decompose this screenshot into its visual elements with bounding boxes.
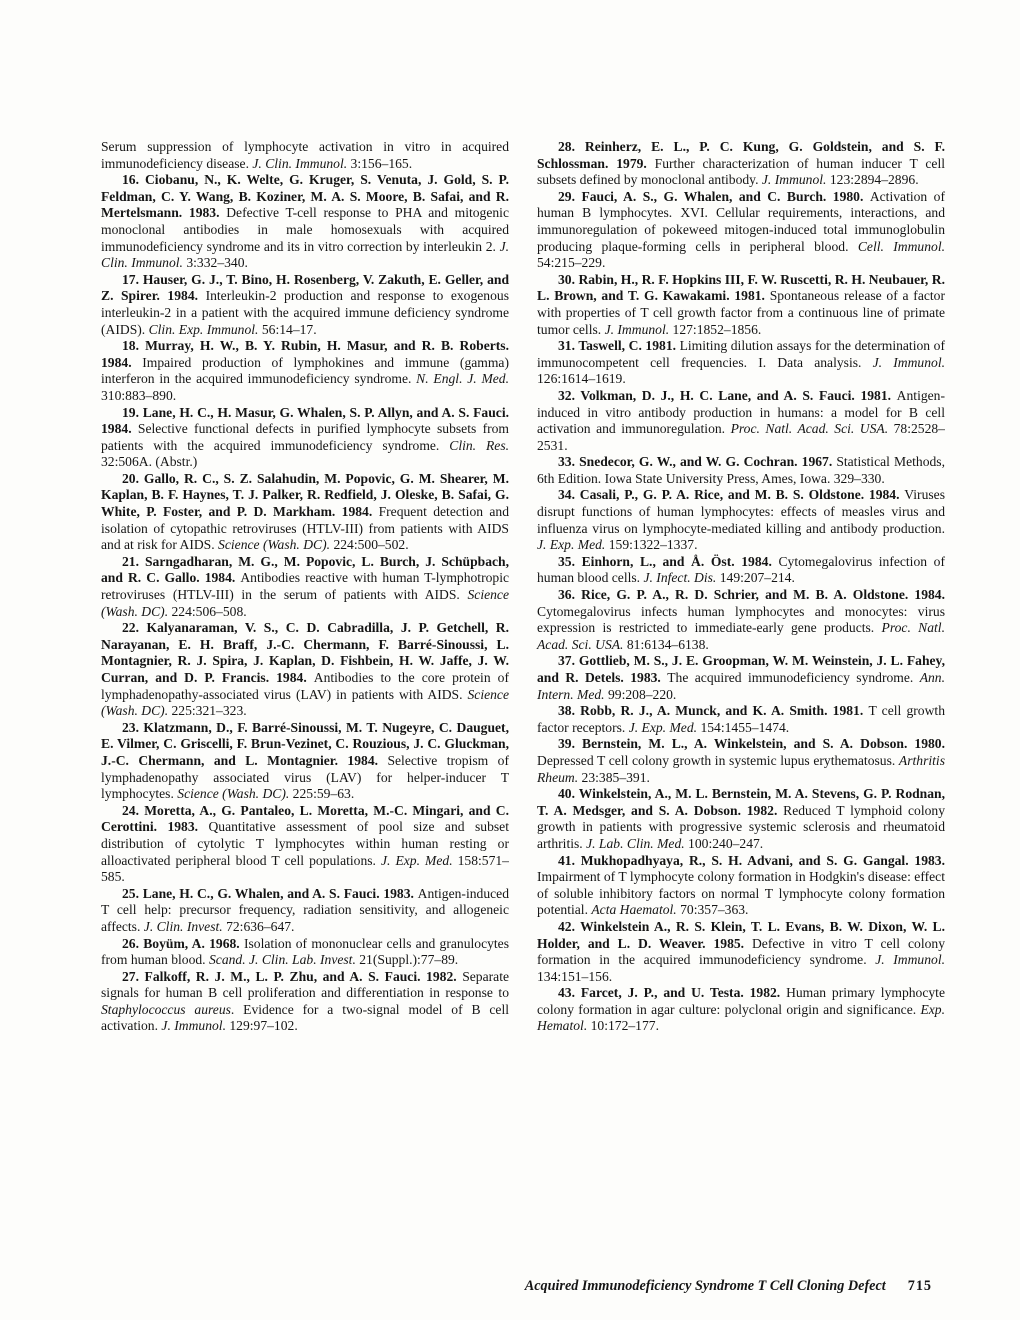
reference-text-segment: Interleukin-2 production and response to exogenous interleukin-2 in a patient with the acquired immune deficiency syndrome (AIDS).	[101, 288, 509, 337]
reference-text-segment: Statistical Methods, 6th Edition. Iowa State University Press, Ames, Iowa. 329–330.	[537, 454, 945, 486]
reference-text-segment: Viruses disrupt functions of human lymphocytes: effects of measles virus and influenza virus on lymphocyte-mediated killing and antibody production.	[537, 487, 945, 536]
reference-text-segment: Serum suppression of lymphocyte activation in vitro in acquired immunodeficiency disease.	[101, 139, 509, 171]
reference-text-segment: J. Immunol.	[604, 321, 670, 337]
reference-text-segment: Antibodies to the core protein of lymphadenopathy-associated virus (LAV) in patients with AIDS.	[101, 670, 509, 702]
reference-text-segment: 225:59–63.	[289, 786, 355, 802]
reference-text-segment: 10:172–177.	[587, 1018, 659, 1034]
reference-text-segment: T cell growth factor receptors.	[537, 703, 945, 735]
reference-text-segment: J. Exp. Med.	[628, 719, 698, 735]
reference-item	[101, 405, 509, 471]
reference-text-segment: 126:1614–1619.	[537, 371, 626, 387]
reference-text-segment: J. Lab. Clin. Med.	[586, 835, 685, 851]
reference-text-segment: 127:1852–1856.	[669, 321, 762, 337]
reference-text-segment: J. Infect. Dis.	[643, 570, 717, 586]
reference-text-segment: 154:1455–1474.	[697, 719, 790, 735]
reference-text-segment: N. Engl. J. Med.	[416, 371, 510, 387]
reference-text-segment: 38. Robb, R. J., A. Munck, and K. A. Smith. 1981.	[558, 703, 869, 719]
reference-text-segment: Defective in vitro T cell colony formation in the acquired immunodeficiency syndrome.	[537, 935, 945, 968]
reference-text-segment: Further characterization of human inducer T cell subsets defined by monoclonal antibody.	[537, 155, 945, 188]
reference-text-segment: 31. Taswell, C. 1981.	[558, 338, 680, 354]
reference-text-segment: 43. Farcet, J. P., and U. Testa. 1982.	[558, 985, 787, 1001]
reference-item	[101, 803, 509, 886]
running-title: Acquired Immunodeficiency Syndrome T Cell Cloning Defect	[524, 1278, 886, 1294]
reference-text-segment: 134:151–156.	[537, 968, 613, 984]
reference-text-segment: 22. Kalyanaraman, V. S., C. D. Cabradilla, J. P. Getchell, R. Narayanan, E. H. Braff, J.-C. Chermann, F. Barré-Sinoussi, L. Montagnier, R. J. Spira, J. Kaplan, D. Fishbein, H. W. Jaffe, J. W. Curran, and D. P. Francis. 1984.	[101, 620, 509, 685]
reference-text-segment: 41. Mukhopadhyaya, R., S. H. Advani, and S. G. Gangal. 1983.	[558, 852, 945, 868]
reference-item	[537, 853, 945, 919]
reference-text-segment: Science (Wash. DC).	[218, 537, 331, 553]
reference-text-segment: Science (Wash. DC).	[177, 786, 290, 802]
reference-text-segment: 81:6134–6138.	[623, 636, 709, 652]
reference-item	[537, 272, 945, 338]
references-column-right	[537, 139, 945, 1035]
reference-text-segment: 54:215–229.	[537, 255, 606, 271]
reference-text-segment: J. Clin. Invest.	[143, 918, 223, 934]
reference-item	[537, 554, 945, 587]
reference-text-segment: 123:2894–2896.	[826, 172, 919, 188]
reference-text-segment: 158:571–585.	[101, 852, 509, 885]
reference-item	[537, 703, 945, 736]
reference-text-segment: Activation of human B lymphocytes. XVI. Cellular requirements, interactions, and immunoregulation of pokeweed mitogen-induced total immunoglobulin producing plaque-forming cells in peripheral blood.	[537, 188, 945, 254]
reference-item	[101, 139, 509, 172]
reference-text-segment: Proc. Natl. Acad. Sci. USA.	[730, 421, 889, 437]
reference-text-segment: 28. Reinherz, E. L., P. C. Kung, G. Goldstein, and S. F. Schlossman. 1979.	[537, 139, 945, 171]
reference-text-segment: 39. Bernstein, M. L., A. Winkelstein, and S. A. Dobson. 1980.	[558, 736, 945, 752]
reference-text-segment: 159:1322–1337.	[605, 537, 698, 553]
reference-text-segment: Reduced T lymphoid colony growth in patients with progressive systemic sclerosis and rheumatoid arthritis.	[537, 802, 945, 851]
reference-text-segment: Science (Wash. DC).	[101, 686, 509, 719]
reference-item	[101, 936, 509, 969]
reference-text-segment: 149:207–214.	[716, 570, 795, 586]
reference-text-segment: Depressed T cell colony growth in systemic lupus erythematosus.	[537, 752, 899, 768]
reference-text-segment: J. Immunol.	[875, 952, 945, 968]
reference-text-segment: Proc. Natl. Acad. Sci. USA.	[537, 620, 945, 652]
reference-item	[101, 969, 509, 1035]
reference-text-segment: 19. Lane, H. C., H. Masur, G. Whalen, S. P. Allyn, and A. S. Fauci. 1984.	[101, 404, 509, 437]
reference-text-segment: Separate signals for human B cell proliferation and differentiation in response to	[101, 968, 509, 1001]
reference-item	[101, 338, 509, 404]
reference-text-segment: Antigen-induced T cell help: precursor frequency, radiation sensitivity, and allogeneic affects.	[101, 885, 509, 934]
reference-text-segment: Cytomegalovirus infection of human blood cells.	[537, 553, 946, 586]
reference-text-segment: 34. Casali, P., G. P. A. Rice, and M. B. S. Oldstone. 1984.	[558, 487, 905, 503]
reference-item	[537, 454, 945, 487]
reference-text-segment: 18. Murray, H. W., B. Y. Rubin, H. Masur, and R. B. Roberts. 1984.	[101, 338, 509, 370]
reference-text-segment: 100:240–247.	[684, 835, 764, 851]
reference-text-segment: Staphylococcus aureus	[101, 1001, 231, 1017]
reference-text-segment: 40. Winkelstein, A., M. L. Bernstein, M. A. Stevens, G. P. Rodnan, T. A. Medsger, and S. A. Dobson. 1982.	[537, 786, 945, 818]
reference-text-segment: Acta Haematol.	[591, 902, 677, 918]
reference-text-segment: 72:636–647.	[222, 918, 295, 934]
reference-text-segment: Cytomegalovirus infects human lymphocytes and monocytes: virus expression is restricted to immediate-early gene products.	[537, 603, 945, 636]
reference-item	[101, 720, 509, 803]
reference-text-segment: J. Clin. Immunol.	[101, 238, 509, 271]
reference-text-segment: Frequent detection and isolation of cytopathic retroviruses (HTLV-III) from patients with AIDS and at risk for AIDS.	[101, 504, 510, 553]
reference-text-segment: J. Exp. Med.	[537, 537, 606, 553]
reference-text-segment: 3:332–340.	[182, 255, 248, 271]
reference-text-segment: 16. Ciobanu, N., K. Welte, G. Kruger, S. Venuta, J. Gold, S. P. Feldman, C. Y. Wang, B. Koziner, M. A. S. Moore, B. Safai, and R. Mertelsmann. 1983.	[101, 172, 509, 221]
reference-text-segment: 32. Volkman, D. J., H. C. Lane, and A. S. Fauci. 1981.	[558, 387, 897, 403]
reference-item	[537, 338, 945, 388]
reference-text-segment: Science (Wash. DC).	[101, 587, 509, 619]
reference-text-segment: 26. Boyüm, A. 1968.	[122, 935, 244, 951]
reference-text-segment: 36. Rice, G. P. A., R. D. Schrier, and M. B. A. Oldstone. 1984.	[558, 587, 945, 603]
reference-text-segment: 3:156–165.	[347, 155, 413, 171]
reference-text-segment: 24. Moretta, A., G. Pantaleo, L. Moretta, M.-C. Mingari, and C. Cerottini. 1983.	[101, 802, 509, 835]
page-number: 715	[907, 1278, 932, 1294]
reference-text-segment: 310:883–890.	[101, 387, 177, 403]
reference-text-segment: Spontaneous release of a factor with properties of T cell growth factor from a continuous line of primate tumor cells.	[537, 288, 945, 337]
reference-text-segment: 225:321–323.	[168, 703, 247, 719]
reference-text-segment: Antibodies reactive with human T-lymphotropic retroviruses (HTLV-III) in the serum of patients with AIDS.	[101, 570, 510, 603]
reference-text-segment: 21(Suppl.):77–89.	[355, 952, 459, 968]
reference-text-segment: J. Clin. Immunol.	[252, 155, 348, 171]
reference-text-segment: 20. Gallo, R. C., S. Z. Salahudin, M. Popovic, G. M. Shearer, M. Kaplan, B. F. Haynes, T. J. Palker, R. Redfield, J. Oleske, B. Safai, G. White, P. Foster, and P. D. Markham. 1984.	[101, 470, 509, 520]
reference-text-segment: 30. Rabin, H., R. F. Hopkins III, F. W. Ruscetti, R. H. Neubauer, R. L. Brown, and T. G. Kawakami. 1981.	[537, 271, 945, 304]
reference-text-segment: 99:208–220.	[604, 686, 677, 702]
references-column-left	[101, 139, 509, 1035]
reference-item	[537, 985, 945, 1035]
reference-text-segment: J. Immunol.	[161, 1018, 226, 1034]
reference-text-segment: Clin. Exp. Immunol.	[148, 321, 259, 337]
reference-text-segment: Defective T-cell response to PHA and mitogenic monoclonal antibodies in male homosexuals with acquired immunodeficiency syndrome and its in vitro correction by interleukin 2.	[101, 205, 509, 254]
reference-text-segment: 23:385–391.	[578, 769, 650, 785]
reference-item	[537, 786, 945, 852]
reference-text-segment: Exp. Hematol.	[537, 1001, 945, 1034]
reference-text-segment: Antigen-induced in vitro antibody production in humans: a model for B cell activation and immunoregulation.	[537, 387, 945, 437]
reference-text-segment: 27. Falkoff, R. J. M., L. P. Zhu, and A. S. Fauci. 1982.	[122, 968, 463, 984]
reference-text-segment: 70:357–363.	[676, 902, 749, 918]
reference-text-segment: Selective tropism of lymphadenopathy associated virus (LAV) for helper-inducer T lymphocytes.	[101, 752, 509, 802]
reference-text-segment: The acquired immunodeficiency syndrome.	[667, 670, 920, 685]
reference-item	[537, 487, 945, 553]
reference-text-segment: 29. Fauci, A. S., G. Whalen, and C. Burch. 1980.	[558, 188, 870, 204]
reference-item	[101, 272, 509, 338]
reference-text-segment: 129:97–102.	[225, 1018, 298, 1034]
reference-item	[537, 189, 945, 272]
reference-item	[101, 554, 509, 620]
reference-text-segment: . Evidence for a two-signal model of B cell activation.	[101, 1001, 509, 1034]
reference-text-segment: 224:506–508.	[168, 603, 247, 619]
reference-text-segment: 37. Gottlieb, M. S., J. E. Groopman, W. M. Weinstein, J. L. Fahey, and R. Detels. 1983.	[537, 653, 945, 685]
reference-text-segment: Selective functional defects in purified lymphocyte subsets from patients with the acquired immunodeficiency syndrome.	[101, 421, 510, 453]
reference-item	[101, 471, 509, 554]
reference-text-segment: 32:506A. (Abstr.)	[101, 454, 198, 470]
reference-text-segment: Scand. J. Clin. Lab. Invest.	[208, 952, 356, 968]
reference-text-segment: Limiting dilution assays for the determination of immunocompetent cell frequencies. I. Data analysis.	[537, 338, 945, 370]
reference-item	[101, 886, 509, 936]
references-section	[101, 139, 945, 1035]
reference-text-segment: Isolation of mononuclear cells and granulocytes from human blood.	[101, 935, 509, 968]
reference-text-segment: Impaired production of lymphokines and immune (gamma) interferon in the acquired immunodeficiency syndrome.	[101, 354, 509, 387]
reference-item	[101, 620, 509, 720]
reference-item	[537, 919, 945, 985]
reference-item	[101, 172, 509, 272]
reference-text-segment: 224:500–502.	[330, 537, 409, 553]
reference-text-segment: Arthritis Rheum.	[537, 752, 945, 785]
reference-item	[537, 653, 945, 703]
reference-text-segment: J. Exp. Med.	[381, 852, 453, 868]
reference-text-segment: Clin. Res.	[449, 437, 510, 453]
reference-item	[537, 736, 945, 786]
reference-text-segment: 78:2528–2531.	[537, 421, 945, 453]
reference-text-segment: 17. Hauser, G. J., T. Bino, H. Rosenberg, V. Zakuth, E. Geller, and Z. Spirer. 1984.	[101, 271, 509, 304]
reference-text-segment: Human primary lymphocyte colony formation in agar culture: polyclonal origin and significance.	[537, 985, 945, 1017]
reference-item	[537, 388, 945, 454]
reference-item	[537, 587, 945, 653]
reference-text-segment: 25. Lane, H. C., G. Whalen, and A. S. Fauci. 1983.	[122, 885, 418, 901]
reference-text-segment: 33. Snedecor, G. W., and W. G. Cochran. 1967.	[558, 454, 837, 470]
reference-text-segment: Cell. Immunol.	[857, 238, 945, 254]
reference-text-segment: J. Immunol.	[872, 354, 945, 370]
reference-text-segment: 35. Einhorn, L., and Å. Öst. 1984.	[558, 553, 779, 569]
reference-text-segment: 42. Winkelstein A., R. S. Klein, T. L. Evans, B. W. Dixon, W. L. Holder, and L. D. Weaver. 1985.	[537, 918, 945, 951]
reference-text-segment: Quantitative assessment of pool size and subset distribution of cytolytic T lymphocytes within human resting or alloactivated peripheral blood T cell populations.	[101, 819, 509, 868]
reference-text-segment: Impairment of T lymphocyte colony formation in Hodgkin's disease: effect of soluble inhibitory factors on normal T lymphocyte colony formation potential.	[537, 869, 945, 918]
page-footer	[525, 1278, 932, 1295]
reference-text-segment: 21. Sarngadharan, M. G., M. Popovic, L. Burch, J. Schüpbach, and R. C. Gallo. 1984.	[101, 553, 509, 586]
reference-text-segment: 23. Klatzmann, D., F. Barré-Sinoussi, M. T. Nugeyre, C. Dauguet, E. Vilmer, C. Griscelli, F. Brun-Vezinet, C. Rouzious, J. C. Gluckman, J.-C. Chermann, and L. Montagnier. 1984.	[101, 719, 509, 768]
reference-text-segment: Ann. Intern. Med.	[537, 670, 945, 702]
reference-text-segment: J. Immunol.	[761, 172, 827, 188]
reference-text-segment: 56:14–17.	[258, 321, 317, 337]
reference-item	[537, 139, 945, 189]
